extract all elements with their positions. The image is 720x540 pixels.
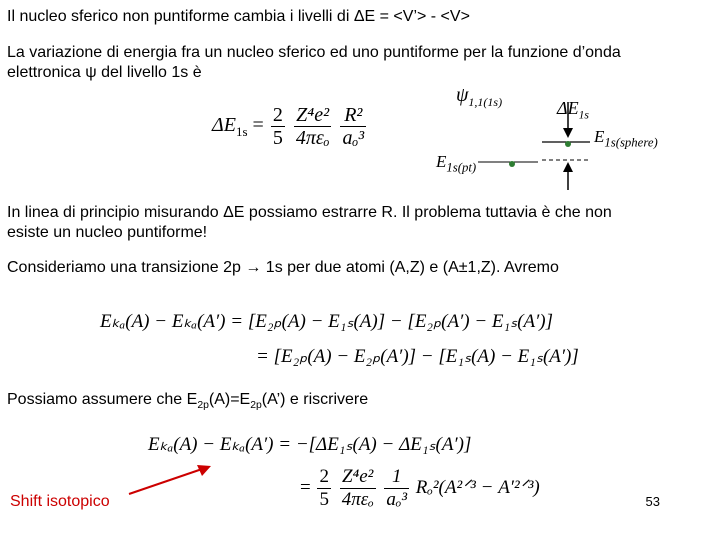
page-number: 53 xyxy=(645,494,660,509)
slide-title: Il nucleo sferico non puntiforme cambia i livelli di ΔE = <V’> - <V> xyxy=(7,8,470,25)
formula-delta-e-1s xyxy=(212,104,368,149)
equation-transition-line-2: = [E₂ₚ(A) − E₂ₚ(A′)] − [E₁ₛ(A) − E₁ₛ(A′)] xyxy=(256,346,579,367)
formula-lhs-sub: 1s xyxy=(235,124,248,140)
equation-transition-line-1: Eₖₐ(A) − Eₖₐ(A′) = [E₂ₚ(A) − E₁ₛ(A)] − [E₂ₚ(A′) − E₁ₛ(A′)] xyxy=(100,311,554,332)
delta-e-label: $\Delta E_{1s}$ xyxy=(557,98,589,122)
psi-label: $\psi_{1,1(1s)}$ xyxy=(456,84,503,109)
fraction-2-5: $\frac{2}{5}$ xyxy=(272,104,283,149)
arrow-head-up-icon xyxy=(563,162,573,172)
shift-arrow-icon xyxy=(125,460,220,500)
principle-line-1: In linea di principio misurando ΔE possiamo estrarre R. Il problema tuttavia è che non xyxy=(7,204,612,221)
pt-level-dot xyxy=(509,161,515,167)
intro-line-1: La variazione di energia fra un nucleo sferico ed uno puntiforme per la funzione d’onda xyxy=(7,44,621,61)
arrow-head-down-icon xyxy=(563,128,573,138)
transition-sentence: Consideriamo una transizione 2p → 1s per due atomi (A,Z) e (A±1,Z). Avremo xyxy=(7,259,559,276)
shift-isotopico-label: Shift isotopico xyxy=(10,493,110,510)
fraction-r2-a3: $\frac{\text{R²}}{\text{aₒ³}}$ xyxy=(342,104,365,149)
assumption-sentence: Possiamo assumere che $E_{2p}(A)=E_{2p}(A’)$ e riscrivere xyxy=(7,391,369,412)
e1s-pt-label: $E_{1s(pt)}$ xyxy=(436,152,477,175)
fraction-z4e2: $\frac{\text{Z⁴e²}}{\text{4πεₒ}}$ xyxy=(295,104,330,149)
intro-line-2: elettronica ψ del livello 1s è xyxy=(7,64,202,81)
formula-lhs: ΔE xyxy=(212,114,236,137)
equation-shift-line-1: Eₖₐ(A) − Eₖₐ(A′) = −[ΔE₁ₛ(A) − ΔE₁ₛ(A′)] xyxy=(148,434,472,455)
sphere-level-dot xyxy=(565,141,571,147)
equation-shift-line-2: = $\frac{2}{5}$ $\frac{\text{Z⁴e²}}{\text{4πεₒ}}$ $\frac{1}{\text{aₒ³}}$ Rₒ²(A²ᐟ³ − A′²ᐟ³) xyxy=(300,466,540,510)
principle-line-2: esiste un nucleo puntiforme! xyxy=(7,224,208,241)
e1s-sphere-label: $E_{1s(sphere)}$ xyxy=(594,127,658,150)
formula-equals: = xyxy=(252,114,264,137)
